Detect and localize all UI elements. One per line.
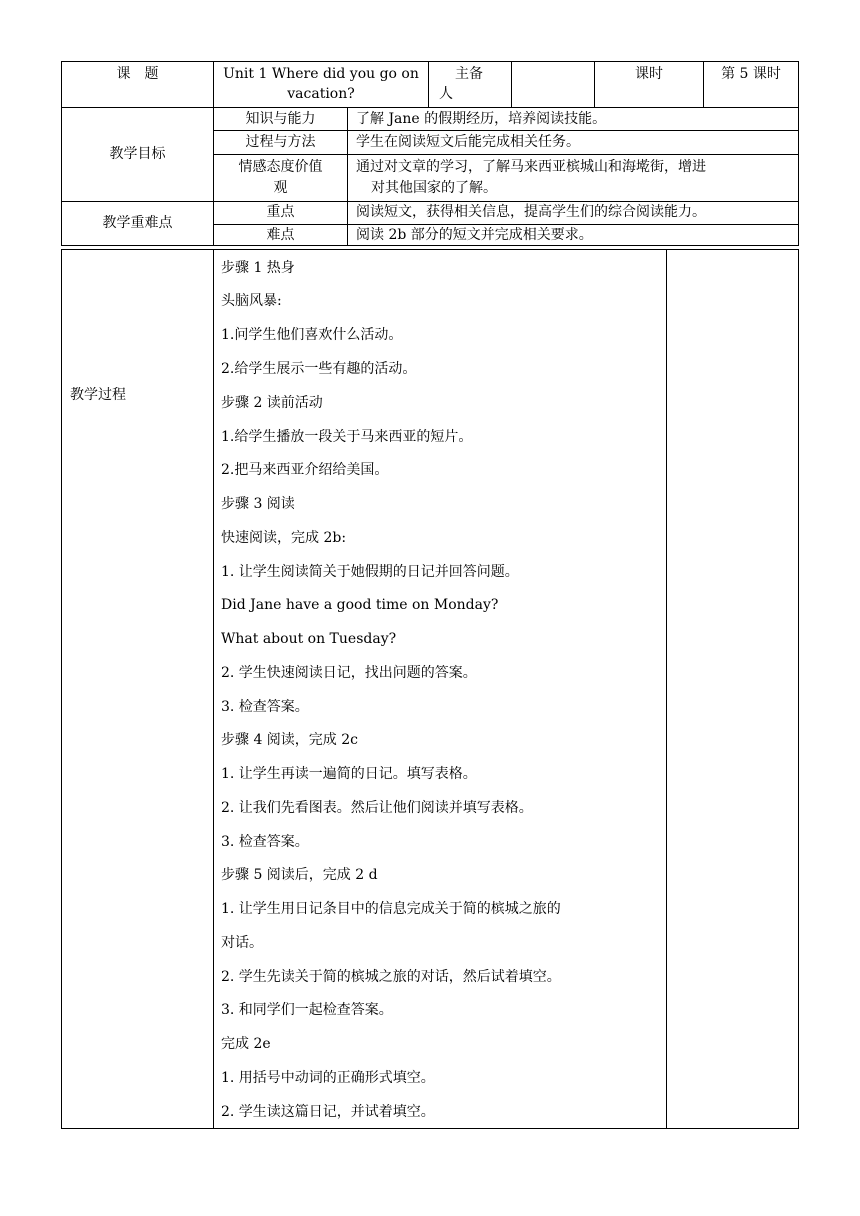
period-value: 第 5 课时 bbox=[721, 66, 781, 82]
process-line: 1.给学生播放一段关于马来西亚的短片。 bbox=[221, 429, 473, 445]
key-point-type-difficulty: 难点 bbox=[266, 227, 295, 243]
unit-title-line1: Unit 1 Where did you go on bbox=[223, 66, 419, 82]
objective-text-attitude-line1: 通过对文章的学习，了解马来西亚槟城山和海墘街，增进 bbox=[356, 159, 706, 175]
process-line: 步骤 2 读前活动 bbox=[221, 395, 323, 411]
period-label: 课时 bbox=[635, 66, 663, 82]
objective-type-knowledge: 知识与能力 bbox=[245, 111, 316, 127]
process-line: 步骤 5 阅读后，完成 2 d bbox=[221, 867, 378, 883]
process-line: 2. 让我们先看图表。然后让他们阅读并填写表格。 bbox=[221, 800, 533, 816]
topic-label: 课 题 bbox=[116, 66, 159, 82]
key-point-type-focus: 重点 bbox=[266, 204, 295, 220]
process-line: 1. 让学生用日记条目中的信息完成关于简的槟城之旅的 bbox=[221, 901, 561, 917]
process-line: 2.给学生展示一些有趣的活动。 bbox=[221, 361, 417, 377]
objective-text-knowledge: 了解 Jane 的假期经历，培养阅读技能。 bbox=[356, 111, 607, 127]
process-line: 2. 学生读这篇日记，并试着填空。 bbox=[221, 1104, 435, 1120]
key-point-text-focus: 阅读短文，获得相关信息，提高学生们的综合阅读能力。 bbox=[356, 204, 706, 220]
process-label: 教学过程 bbox=[70, 387, 126, 403]
process-line: 3. 检查答案。 bbox=[221, 699, 309, 715]
process-line: 2.把马来西亚介绍给美国。 bbox=[221, 462, 389, 478]
process-line: 快速阅读，完成 2b: bbox=[221, 530, 347, 546]
process-line: 1. 让学生阅读简关于她假期的日记并回答问题。 bbox=[221, 564, 519, 580]
process-line: 1. 让学生再读一遍简的日记。填写表格。 bbox=[221, 766, 477, 782]
process-line: 步骤 3 阅读 bbox=[221, 496, 295, 512]
prep-label-line2: 人 bbox=[439, 86, 453, 102]
process-line: 对话。 bbox=[221, 935, 263, 951]
key-point-text-difficulty: 阅读 2b 部分的短文并完成相关要求。 bbox=[356, 227, 593, 243]
key-points-label: 教学重难点 bbox=[102, 215, 173, 231]
process-line: 步骤 4 阅读，完成 2c bbox=[221, 732, 359, 748]
objective-type-process: 过程与方法 bbox=[245, 134, 316, 150]
process-line: 2. 学生快速阅读日记，找出问题的答案。 bbox=[221, 665, 477, 681]
objective-text-process: 学生在阅读短文后能完成相关任务。 bbox=[356, 134, 580, 150]
process-line: 完成 2e bbox=[221, 1036, 271, 1052]
process-line: 3. 和同学们一起检查答案。 bbox=[221, 1002, 393, 1018]
process-line: 头脑风暴: bbox=[221, 293, 282, 309]
process-line: 1.问学生他们喜欢什么活动。 bbox=[221, 327, 403, 343]
unit-title-line2: vacation? bbox=[287, 86, 355, 102]
process-line: 1. 用括号中动词的正确形式填空。 bbox=[221, 1070, 435, 1086]
objective-type-attitude-line1: 情感态度价值 bbox=[238, 159, 323, 175]
process-line: Did Jane have a good time on Monday? bbox=[221, 597, 499, 613]
process-line: 步骤 1 热身 bbox=[221, 260, 295, 276]
prep-label-line1: 主备 bbox=[455, 66, 483, 82]
objectives-label: 教学目标 bbox=[109, 146, 166, 162]
objective-text-attitude-line2: 对其他国家的了解。 bbox=[371, 180, 497, 196]
objective-type-attitude-line2: 观 bbox=[273, 180, 288, 196]
process-line: What about on Tuesday? bbox=[221, 631, 397, 647]
process-line: 2. 学生先读关于简的槟城之旅的对话，然后试着填空。 bbox=[221, 969, 561, 985]
process-line: 3. 检查答案。 bbox=[221, 834, 309, 850]
